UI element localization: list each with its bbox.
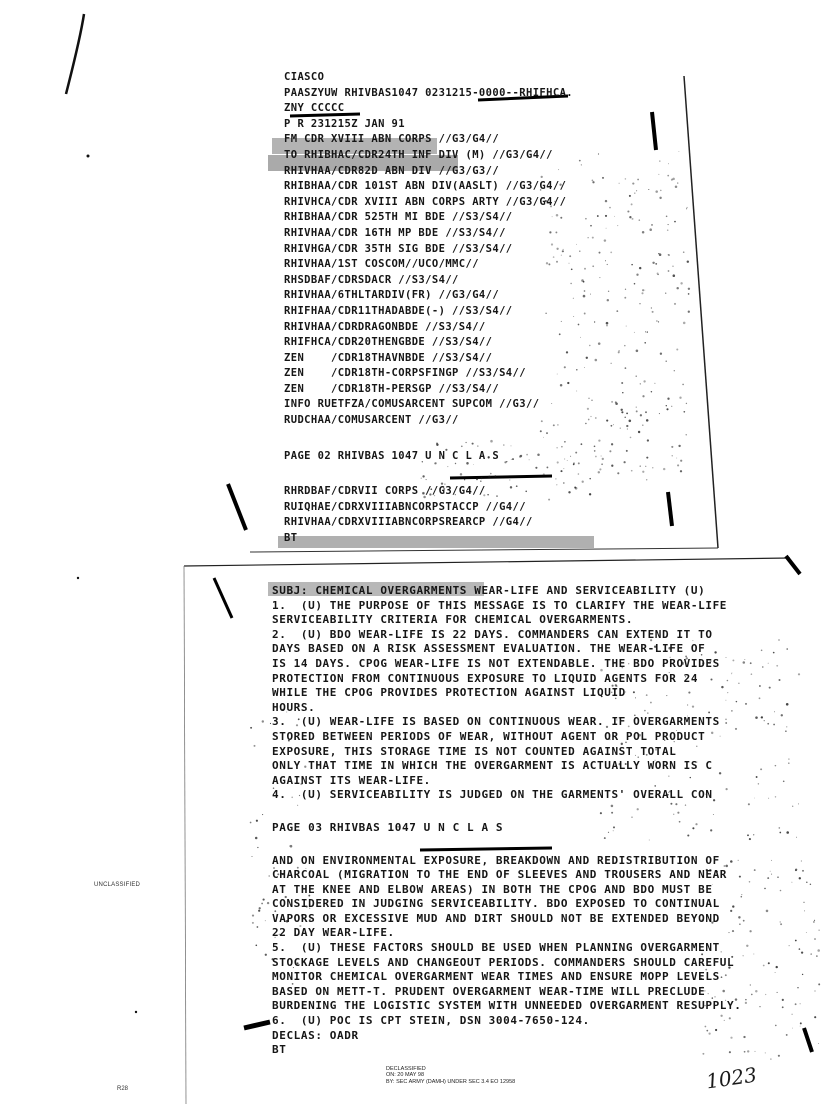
speck xyxy=(135,1011,137,1013)
page-2-line: RUIQHAE/CDRXVIIIABNCORPSTACCP //G4// xyxy=(284,500,526,513)
page-3-line: CHARCOAL (MIGRATION TO THE END OF SLEEVES AND TROUSERS AND NEAR xyxy=(272,868,728,882)
body-line: EXPOSURE, THIS STORAGE TIME IS NOT COUNTED AGAINST TOTAL xyxy=(272,744,677,758)
address-line: RHIVHCA/CDR XVIII ABN CORPS ARTY //G3/G4// xyxy=(284,195,567,208)
lower-page-left-edge xyxy=(184,566,186,1104)
body-line: 4. (U) SERVICEABILITY IS JUDGED ON THE GARMENTS' OVERALL CON xyxy=(272,788,713,802)
noise-speck xyxy=(265,920,266,921)
stamp-line: DECLASSIFIED xyxy=(386,1066,426,1072)
noise-speck xyxy=(250,727,252,729)
page-3-line: BASED ON METT-T. PRUDENT OVERGARMENT WEAR-TIME WILL PRECLUDE xyxy=(272,984,706,998)
body-line: IS 14 DAYS. CPOG WEAR-LIFE IS NOT EXTENDABLE. THE BDO PROVIDES xyxy=(272,656,720,670)
stamp-line: BY: SEC ARMY (DAMH) UNDER SEC 3.4 EO 12958 xyxy=(386,1078,516,1085)
address-lines xyxy=(284,70,724,429)
noise-speck xyxy=(252,922,254,924)
page-3-line: MONITOR CHEMICAL OVERGARMENT WEAR TIMES AND ENSURE MOPP LEVELS xyxy=(272,970,720,984)
address-line: RHIFHCA/CDR20THENGBDE //S3/S4// xyxy=(284,336,493,349)
speck xyxy=(87,155,90,158)
address-line: RHIFHAA/CDR11THADABDE(-) //S3/S4// xyxy=(284,304,513,317)
address-line: ZEN /CDR18TH-CORPSFINGP //S3/S4// xyxy=(284,367,526,380)
noise-speck xyxy=(250,822,252,824)
page-3-line: 6. (U) POC IS CPT STEIN, DSN 3004-7650-124. xyxy=(272,1014,590,1028)
address-line: ZEN /CDR18TH-PERSGP //S3/S4// xyxy=(284,382,500,395)
noise-speck xyxy=(770,1058,771,1059)
noise-speck xyxy=(267,902,269,904)
noise-speck xyxy=(818,1043,819,1044)
body-line: DAYS BASED ON A RISK ASSESSMENT EVALUATION. THE WEAR-LIFE OF xyxy=(272,642,706,656)
address-line: FM CDR XVIII ABN CORPS //G3/G4// xyxy=(284,133,500,146)
noise-speck xyxy=(270,723,271,724)
body-line: SUBJ: CHEMICAL OVERGARMENTS WEAR-LIFE AND SERVICEABILITY (U) xyxy=(272,584,706,597)
page-3-line: CONSIDERED IN JUDGING SERVICEABILITY. BDO EXPOSED TO CONTINUAL xyxy=(272,897,720,911)
handwritten-page-number: 1023 xyxy=(704,1062,759,1094)
page-2-line: BT xyxy=(284,532,298,545)
address-line: RHIVHAA/CDR 16TH MP BDE //S3/S4// xyxy=(284,226,506,239)
noise-speck xyxy=(256,820,258,822)
address-line: P R 231215Z JAN 91 xyxy=(284,117,405,130)
address-line: RHIVHGA/CDR 35TH SIG BDE //S3/S4// xyxy=(284,242,513,255)
declassification-stamp xyxy=(386,1066,515,1085)
pen-stroke-top-left xyxy=(66,14,84,94)
page-3-line: 5. (U) THESE FACTORS SHOULD BE USED WHEN PLANNING OVERGARMENT xyxy=(272,941,720,955)
page-3-line: DECLAS: OADR xyxy=(272,1028,359,1042)
noise-speck xyxy=(257,926,259,928)
body-line: ONLY THAT TIME IN WHICH THE OVERGARMENT IS ACTUALLY WORN IS C xyxy=(272,759,713,773)
body-line: HOURS. xyxy=(272,700,316,714)
address-line: ZEN /CDR18THAVNBDE //S3/S4// xyxy=(284,351,493,364)
lower-page-top-edge xyxy=(184,558,790,566)
message-body-lines xyxy=(272,584,817,803)
address-line: RHIVHAA/CDRDRAGONBDE //S3/S4// xyxy=(284,320,486,333)
noise-speck xyxy=(259,907,261,909)
page-mark: R28 xyxy=(117,1086,129,1092)
classification-side-label: UNCLASSIFIED xyxy=(94,882,141,888)
upper-page-bottom-edge xyxy=(250,548,718,552)
body-line: AGAINST ITS WEAR-LIFE. xyxy=(272,773,431,787)
noise-speck xyxy=(252,856,253,857)
noise-speck xyxy=(262,720,264,722)
address-line: CIASCO xyxy=(284,71,325,83)
noise-speck xyxy=(252,915,254,917)
address-line: RHIVHAA/1ST COSCOM//UCO/MMC// xyxy=(284,258,479,271)
address-line: RHSDBAF/CDRSDACR //S3/S4// xyxy=(284,273,459,286)
address-line: RHIBHAA/CDR 101ST ABN DIV(AASLT) //G3/G4// xyxy=(284,180,567,193)
noise-speck xyxy=(257,847,258,848)
address-line: RUDCHAA/COMUSARCENT //G3// xyxy=(284,414,459,427)
address-line: RHIBHAA/CDR 525TH MI BDE //S3/S4// xyxy=(284,211,513,224)
noise-speck xyxy=(265,954,267,956)
body-line: 2. (U) BDO WEAR-LIFE IS 22 DAYS. COMMANDERS CAN EXTEND IT TO xyxy=(272,627,713,641)
address-line: ZNY CCCCC xyxy=(284,102,345,115)
noise-speck xyxy=(268,875,270,877)
pen-mark-right-3 xyxy=(786,556,800,574)
pen-mark-left-1 xyxy=(228,484,246,530)
page-3-line: STOCKAGE LEVELS AND CHANGEOUT PERIODS. COMMANDERS SHOULD CAREFUL xyxy=(272,955,735,969)
noise-speck xyxy=(817,949,820,952)
noise-speck xyxy=(261,903,263,905)
noise-speck xyxy=(262,814,263,815)
body-line: 3. (U) WEAR-LIFE IS BASED ON CONTINUOUS WEAR. IF OVERGARMENTS xyxy=(272,715,720,729)
pen-mark-bottom-left xyxy=(244,1022,270,1028)
address-line: PAASZYUW RHIVBAS1047 0231215-0000--RHIFHCA. xyxy=(284,86,574,99)
page-2-header: PAGE 02 RHIVBAS 1047 U N C L A S xyxy=(284,449,500,462)
page-3-line: VAPORS OR EXCESSIVE MUD AND DIRT SHOULD NOT BE EXTENDED BEYOND xyxy=(272,911,720,925)
body-line: WHILE THE CPOG PROVIDES PROTECTION AGAINST LIQUID xyxy=(272,686,626,700)
noise-speck xyxy=(818,930,819,931)
page-3-lines xyxy=(272,854,817,1058)
speck xyxy=(77,577,79,579)
address-line: TO RHIBHAC/CDR24TH INF DIV (M) //G3/G4// xyxy=(284,148,553,161)
page-2-line: RHIVHAA/CDRXVIIIABNCORPSREARCP //G4// xyxy=(284,516,533,529)
page-3-line: BT xyxy=(272,1043,287,1057)
body-line: SERVICEABILITY CRITERIA FOR CHEMICAL OVERGARMENTS. xyxy=(272,613,634,627)
page-2-line: RHRDBAF/CDRVII CORPS //G3/G4// xyxy=(284,485,486,498)
page-3-line: AT THE KNEE AND ELBOW AREAS) IN BOTH THE CPOG AND BDO MUST BE xyxy=(272,882,713,896)
noise-speck xyxy=(255,945,257,947)
page-3-header: PAGE 03 RHIVBAS 1047 U N C L A S xyxy=(272,820,504,834)
upper-message-block xyxy=(284,70,724,547)
noise-speck xyxy=(254,745,256,747)
page-2-lines xyxy=(284,484,724,546)
address-line: INFO RUETFZA/COMUSARCENT SUPCOM //G3// xyxy=(284,398,540,411)
body-line: STORED BETWEEN PERIODS OF WEAR, WITHOUT AGENT OR POL PRODUCT xyxy=(272,729,706,743)
page-3-line: AND ON ENVIRONMENTAL EXPOSURE, BREAKDOWN AND REDISTRIBUTION OF xyxy=(272,853,720,867)
noise-speck xyxy=(258,910,260,912)
noise-speck xyxy=(263,899,265,901)
body-line: 1. (U) THE PURPOSE OF THIS MESSAGE IS TO CLARIFY THE WEAR-LIFE xyxy=(272,598,728,612)
lower-message-block xyxy=(272,584,817,1058)
page-3-line: BURDENING THE LOGISTIC SYSTEM WITH UNNEEDED OVERGARMENT RESUPPLY. xyxy=(272,999,742,1013)
body-line: PROTECTION FROM CONTINUOUS EXPOSURE TO LIQUID AGENTS FOR 24 xyxy=(272,671,699,685)
address-line: RHIVHAA/CDR82D ABN DIV //G3/G3// xyxy=(284,164,500,177)
pen-mark-left-2 xyxy=(214,578,232,618)
noise-speck xyxy=(818,983,820,985)
noise-speck xyxy=(255,837,258,840)
page-3-line: 22 DAY WEAR-LIFE. xyxy=(272,926,395,940)
address-line: RHIVHAA/6THLTARDIV(FR) //G3/G4// xyxy=(284,289,500,302)
stamp-line: ON: 20 MAY 98 xyxy=(386,1072,425,1079)
